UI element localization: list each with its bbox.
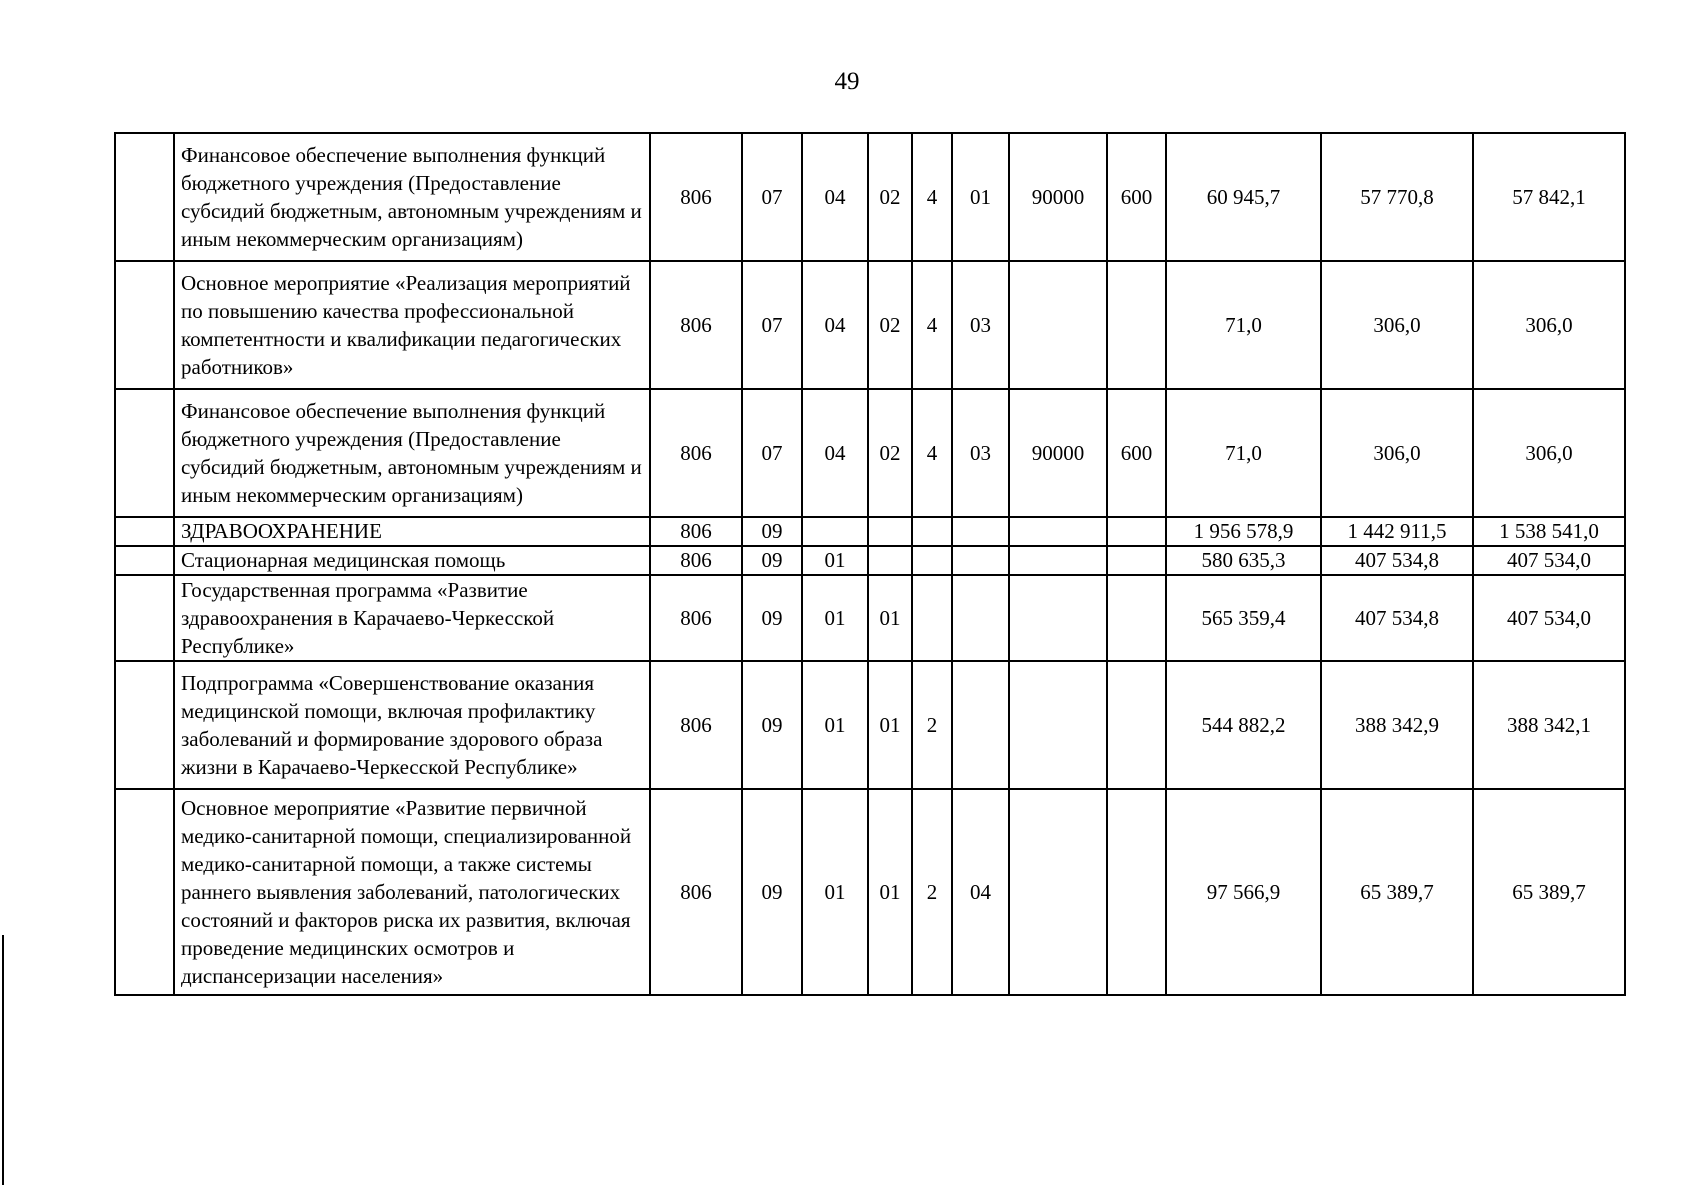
expense-type-code-cell	[1107, 661, 1166, 789]
subprogram-code-cell: 2	[912, 661, 952, 789]
program-code-cell: 02	[868, 389, 912, 517]
sum-year3-cell: 306,0	[1473, 389, 1625, 517]
sum-year1-cell: 565 359,4	[1166, 575, 1321, 661]
sum-year3-cell: 1 538 541,0	[1473, 517, 1625, 546]
table-row	[115, 661, 1625, 789]
sum-year3-cell: 407 534,0	[1473, 575, 1625, 661]
scan-edge-line	[2, 935, 4, 1185]
table-row	[115, 575, 1625, 661]
sum-year1-cell: 71,0	[1166, 389, 1321, 517]
section-code-cell: 09	[742, 789, 802, 995]
subprogram-code-cell	[912, 517, 952, 546]
table-row	[115, 389, 1625, 517]
subsection-code-cell: 01	[802, 546, 868, 575]
sum-year3-cell: 407 534,0	[1473, 546, 1625, 575]
row-index-cell	[115, 389, 174, 517]
sum-year2-cell: 57 770,8	[1321, 133, 1473, 261]
direction-code-cell	[1009, 661, 1107, 789]
row-name-cell: Стационарная медицинская помощь	[174, 546, 650, 575]
sum-year1-cell: 1 956 578,9	[1166, 517, 1321, 546]
ved-code-cell: 806	[650, 261, 742, 389]
subprogram-code-cell: 4	[912, 389, 952, 517]
row-index-cell	[115, 575, 174, 661]
table-row	[115, 261, 1625, 389]
expense-type-code-cell	[1107, 546, 1166, 575]
subsection-code-cell: 01	[802, 661, 868, 789]
row-index-cell	[115, 661, 174, 789]
direction-code-cell	[1009, 546, 1107, 575]
ved-code-cell: 806	[650, 389, 742, 517]
section-code-cell: 09	[742, 546, 802, 575]
direction-code-cell: 90000	[1009, 389, 1107, 517]
ved-code-cell: 806	[650, 546, 742, 575]
subsection-code-cell: 04	[802, 133, 868, 261]
subsection-code-cell	[802, 517, 868, 546]
program-code-cell: 01	[868, 575, 912, 661]
program-code-cell: 02	[868, 133, 912, 261]
table-row	[115, 133, 1625, 261]
expense-type-code-cell	[1107, 517, 1166, 546]
main-event-code-cell	[952, 517, 1009, 546]
expense-type-code-cell	[1107, 789, 1166, 995]
row-name-cell: Подпрограмма «Совершенствование оказания медицинской помощи, включая профилактику заболеваний и формирование здорового образа жизни в Карачаево-Черкесской Республике»	[174, 661, 650, 789]
expense-type-code-cell: 600	[1107, 133, 1166, 261]
budget-table	[114, 132, 1626, 996]
sum-year1-cell: 71,0	[1166, 261, 1321, 389]
direction-code-cell	[1009, 789, 1107, 995]
ved-code-cell: 806	[650, 661, 742, 789]
sum-year2-cell: 1 442 911,5	[1321, 517, 1473, 546]
sum-year3-cell: 388 342,1	[1473, 661, 1625, 789]
subprogram-code-cell: 4	[912, 261, 952, 389]
row-index-cell	[115, 261, 174, 389]
row-index-cell	[115, 789, 174, 995]
sum-year2-cell: 407 534,8	[1321, 575, 1473, 661]
expense-type-code-cell	[1107, 575, 1166, 661]
section-code-cell: 09	[742, 661, 802, 789]
main-event-code-cell	[952, 661, 1009, 789]
main-event-code-cell: 01	[952, 133, 1009, 261]
section-code-cell: 07	[742, 389, 802, 517]
direction-code-cell	[1009, 517, 1107, 546]
program-code-cell	[868, 546, 912, 575]
row-index-cell	[115, 546, 174, 575]
direction-code-cell: 90000	[1009, 133, 1107, 261]
sum-year1-cell: 60 945,7	[1166, 133, 1321, 261]
row-name-cell: Основное мероприятие «Реализация мероприятий по повышению качества профессиональной компетентности и квалификации педагогических работников»	[174, 261, 650, 389]
sum-year2-cell: 306,0	[1321, 389, 1473, 517]
expense-type-code-cell	[1107, 261, 1166, 389]
program-code-cell	[868, 517, 912, 546]
sum-year3-cell: 65 389,7	[1473, 789, 1625, 995]
direction-code-cell	[1009, 261, 1107, 389]
program-code-cell: 02	[868, 261, 912, 389]
row-name-cell: ЗДРАВООХРАНЕНИЕ	[174, 517, 650, 546]
row-index-cell	[115, 517, 174, 546]
main-event-code-cell	[952, 546, 1009, 575]
subsection-code-cell: 01	[802, 789, 868, 995]
ved-code-cell: 806	[650, 789, 742, 995]
expense-type-code-cell: 600	[1107, 389, 1166, 517]
subsection-code-cell: 04	[802, 389, 868, 517]
main-event-code-cell: 04	[952, 789, 1009, 995]
row-name-cell: Финансовое обеспечение выполнения функций бюджетного учреждения (Предоставление субсидий бюджетным, автономным учреждениям и иным некоммерческим организациям)	[174, 133, 650, 261]
subprogram-code-cell: 4	[912, 133, 952, 261]
row-name-cell: Финансовое обеспечение выполнения функций бюджетного учреждения (Предоставление субсидий бюджетным, автономным учреждениям и иным некоммерческим организациям)	[174, 389, 650, 517]
main-event-code-cell: 03	[952, 261, 1009, 389]
sum-year1-cell: 580 635,3	[1166, 546, 1321, 575]
subprogram-code-cell: 2	[912, 789, 952, 995]
subsection-code-cell: 01	[802, 575, 868, 661]
program-code-cell: 01	[868, 661, 912, 789]
table-row	[115, 546, 1625, 575]
sum-year2-cell: 65 389,7	[1321, 789, 1473, 995]
sum-year3-cell: 57 842,1	[1473, 133, 1625, 261]
subprogram-code-cell	[912, 546, 952, 575]
section-code-cell: 07	[742, 261, 802, 389]
ved-code-cell: 806	[650, 133, 742, 261]
main-event-code-cell: 03	[952, 389, 1009, 517]
ved-code-cell: 806	[650, 517, 742, 546]
row-index-cell	[115, 133, 174, 261]
ved-code-cell: 806	[650, 575, 742, 661]
main-event-code-cell	[952, 575, 1009, 661]
subsection-code-cell: 04	[802, 261, 868, 389]
sum-year2-cell: 407 534,8	[1321, 546, 1473, 575]
sum-year2-cell: 306,0	[1321, 261, 1473, 389]
program-code-cell: 01	[868, 789, 912, 995]
sum-year2-cell: 388 342,9	[1321, 661, 1473, 789]
table-row	[115, 789, 1625, 995]
sum-year1-cell: 97 566,9	[1166, 789, 1321, 995]
section-code-cell: 07	[742, 133, 802, 261]
row-name-cell: Государственная программа «Развитие здравоохранения в Карачаево-Черкесской Республике»	[174, 575, 650, 661]
sum-year3-cell: 306,0	[1473, 261, 1625, 389]
row-name-cell: Основное мероприятие «Развитие первичной медико-санитарной помощи, специализированной медико-санитарной помощи, а также системы раннего выявления заболеваний, патологических состояний и факторов риска их развития, включая проведение медицинских осмотров и диспансеризации населения»	[174, 789, 650, 995]
table-row	[115, 517, 1625, 546]
page-number: 49	[834, 68, 860, 95]
section-code-cell: 09	[742, 575, 802, 661]
sum-year1-cell: 544 882,2	[1166, 661, 1321, 789]
subprogram-code-cell	[912, 575, 952, 661]
direction-code-cell	[1009, 575, 1107, 661]
section-code-cell: 09	[742, 517, 802, 546]
